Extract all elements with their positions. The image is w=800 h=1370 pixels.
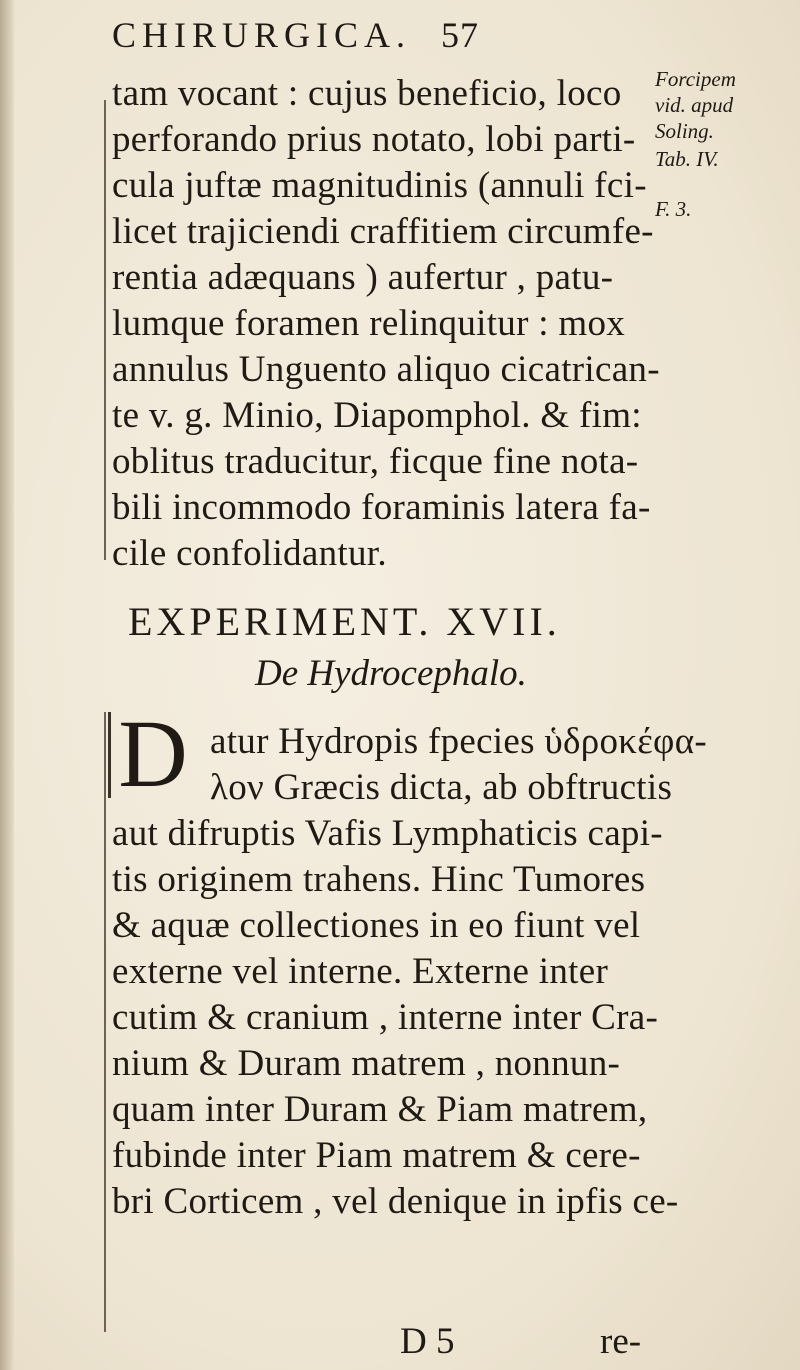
text-line: quam inter Duram & Piam matrem, — [112, 1089, 648, 1130]
text-line: externe vel interne. Externe inter — [112, 951, 609, 992]
text-line: & aquæ collectiones in eo fiunt vel — [112, 905, 641, 946]
margin-note: Forcipem — [655, 67, 736, 91]
text-line: tam vocant : cujus beneficio, loco — [112, 73, 622, 114]
text-line: lumque foramen relinquitur : mox — [112, 303, 626, 344]
experiment-subtitle: De Hydrocephalo. — [255, 653, 527, 694]
text-line: oblitus traducitur, ficque fine nota- — [112, 441, 639, 482]
margin-note: F. 3. — [655, 197, 692, 221]
text-line: cutim & cranium , interne inter Cra- — [112, 997, 659, 1038]
text-line: nium & Duram matrem , nonnun- — [112, 1043, 621, 1084]
text-line: λον Græcis dicta, ab obftructis — [210, 767, 673, 808]
text-line: cile confolidantur. — [112, 533, 387, 574]
catchword: re- — [600, 1321, 642, 1362]
text-line: annulus Unguento aliquo cicatrican- — [112, 349, 660, 390]
margin-rule — [104, 100, 106, 560]
text-line: atur Hydropis fpecies ὑδροκέφα- — [210, 721, 708, 762]
dropcap-initial: D — [118, 700, 188, 807]
text-line: tis originem trahens. Hinc Tumores — [112, 859, 646, 900]
running-head — [112, 14, 479, 56]
text-line: fubinde inter Piam matrem & cere- — [112, 1135, 641, 1176]
text-line: bri Corticem , vel denique in ipfis ce- — [112, 1181, 679, 1222]
margin-note: Soling. — [655, 119, 714, 143]
text-line: cula juftæ magnitudinis (annuli fci- — [112, 165, 647, 206]
page-spine-shadow — [0, 0, 14, 1370]
text-line: licet trajiciendi craffitiem circumfe- — [112, 211, 654, 252]
text-line: perforando prius notato, lobi parti- — [112, 119, 636, 160]
signature-mark: D 5 — [400, 1321, 455, 1362]
text-line: rentia adæquans ) aufertur , patu- — [112, 257, 614, 298]
margin-note: vid. apud — [655, 93, 734, 117]
margin-rule — [104, 712, 106, 1332]
text-line: te v. g. Minio, Diapomphol. & fim: — [112, 395, 642, 436]
text-line: aut difruptis Vafis Lymphaticis capi- — [112, 813, 663, 854]
running-head-title: CHIRURGICA. — [112, 15, 412, 55]
experiment-heading: EXPERIMENT. XVII. — [128, 599, 561, 644]
margin-note: Tab. IV. — [655, 147, 719, 171]
text-line: bili incommodo foraminis latera fa- — [112, 487, 651, 528]
page-number: 57 — [441, 15, 480, 55]
